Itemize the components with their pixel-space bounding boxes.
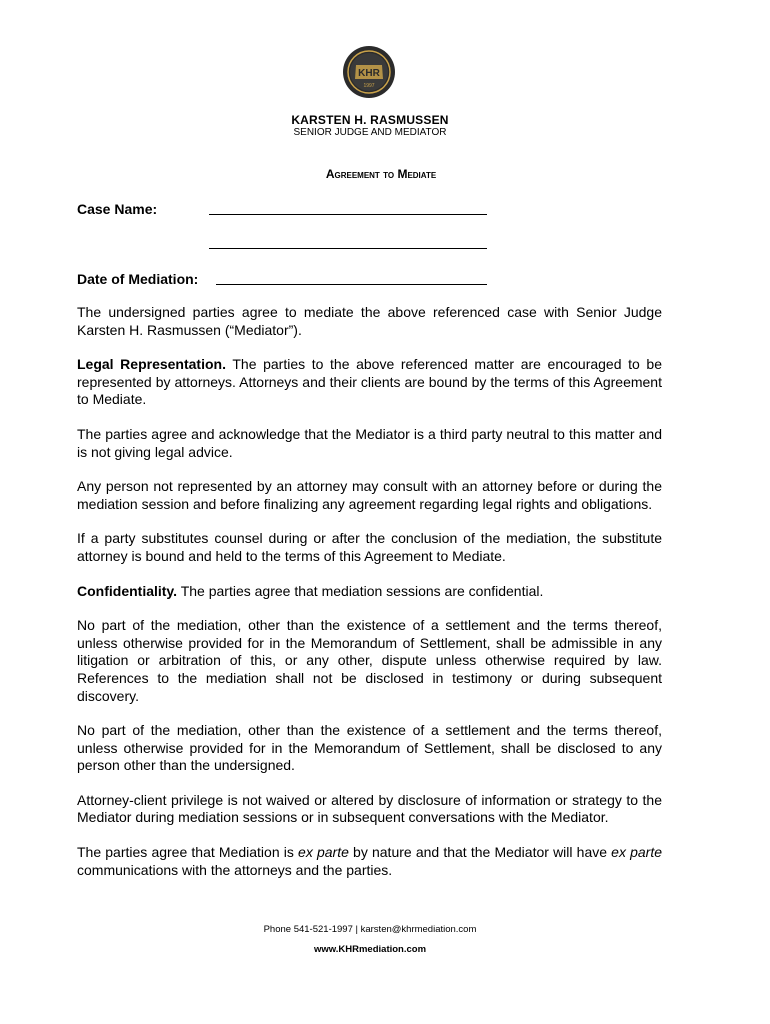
ex-parte-text-a: The parties agree that Mediation is xyxy=(77,844,294,861)
ex-parte-emphasis-2: ex parte xyxy=(611,844,663,861)
paragraph-legal-representation xyxy=(77,356,662,409)
mediator-name: KARSTEN H. RASMUSSEN xyxy=(291,113,449,127)
legal-representation-text: The parties to the above referenced matter are encouraged to be represented by attorneys. Attorneys and their clients are bound by the terms of this Agreement to Mediate. xyxy=(77,356,662,408)
date-of-mediation-line[interactable] xyxy=(216,284,487,285)
paragraph-substitute-counsel: If a party substitutes counsel during or after the conclusion of the mediation, the substitute attorney is bound and held to the terms of this Agreement to Mediate. xyxy=(77,530,662,564)
paragraph-confidentiality xyxy=(77,583,662,601)
paragraph-unrepresented-person: Any person not represented by an attorney may consult with an attorney before or during the mediation session and before finalizing any agreement regarding legal rights and obligations. xyxy=(77,478,662,512)
paragraph-admissibility: No part of the mediation, other than the existence of a settlement and the terms thereof, unless otherwise provided for in the Memorandum of Settlement, shall be admissible in any litigation or arbitration of this, or any other, dispute unless otherwise required by law. References to the mediation shall not be disclosed in testimony or during subsequent discovery. xyxy=(77,617,662,704)
paragraph-third-party-neutral: The parties agree and acknowledge that the Mediator is a third party neutral to this matter and is not giving legal advice. xyxy=(77,425,662,460)
paragraph-ex-parte xyxy=(77,844,662,879)
legal-representation-heading: Legal Representation. xyxy=(77,356,226,373)
mediator-title: SENIOR JUDGE AND MEDIATOR xyxy=(293,127,447,138)
logo-year: 1997 xyxy=(363,83,375,89)
case-name-line-1[interactable] xyxy=(209,214,487,215)
ex-parte-text-c: communications with the attorneys and the parties. xyxy=(77,861,393,878)
ex-parte-emphasis-1: ex parte xyxy=(298,844,349,861)
paragraph-disclosure: No part of the mediation, other than the existence of a settlement and the terms thereof, unless otherwise provided for in the Memorandum of Settlement, shall be disclosed to any person other than the undersigned. xyxy=(77,722,662,774)
footer-website[interactable]: www.KHRmediation.com xyxy=(313,944,427,955)
logo-text: KHR xyxy=(358,68,380,79)
document-title: Agreement to Mediate xyxy=(325,167,437,181)
case-name-line-2[interactable] xyxy=(209,248,487,249)
paragraph-intro: The undersigned parties agree to mediate the above referenced case with Senior Judge Karsten H. Rasmussen (“Mediator”). xyxy=(77,304,662,338)
khr-logo-seal xyxy=(342,45,396,99)
footer-contact: Phone 541-521-1997 | karsten@khrmediation.com xyxy=(263,924,477,935)
case-name-label: Case Name: xyxy=(77,201,158,217)
confidentiality-text: The parties agree that mediation sessions are confidential. xyxy=(180,582,544,599)
confidentiality-heading: Confidentiality. xyxy=(77,582,178,599)
agreement-body xyxy=(77,304,662,879)
ex-parte-text-b: by nature and that the Mediator will have xyxy=(353,844,608,861)
paragraph-attorney-client-privilege: Attorney-client privilege is not waived or altered by disclosure of information or strategy to the Mediator during mediation sessions or in subsequent conversations with the Mediator. xyxy=(77,791,662,826)
date-of-mediation-label: Date of Mediation: xyxy=(77,271,199,287)
